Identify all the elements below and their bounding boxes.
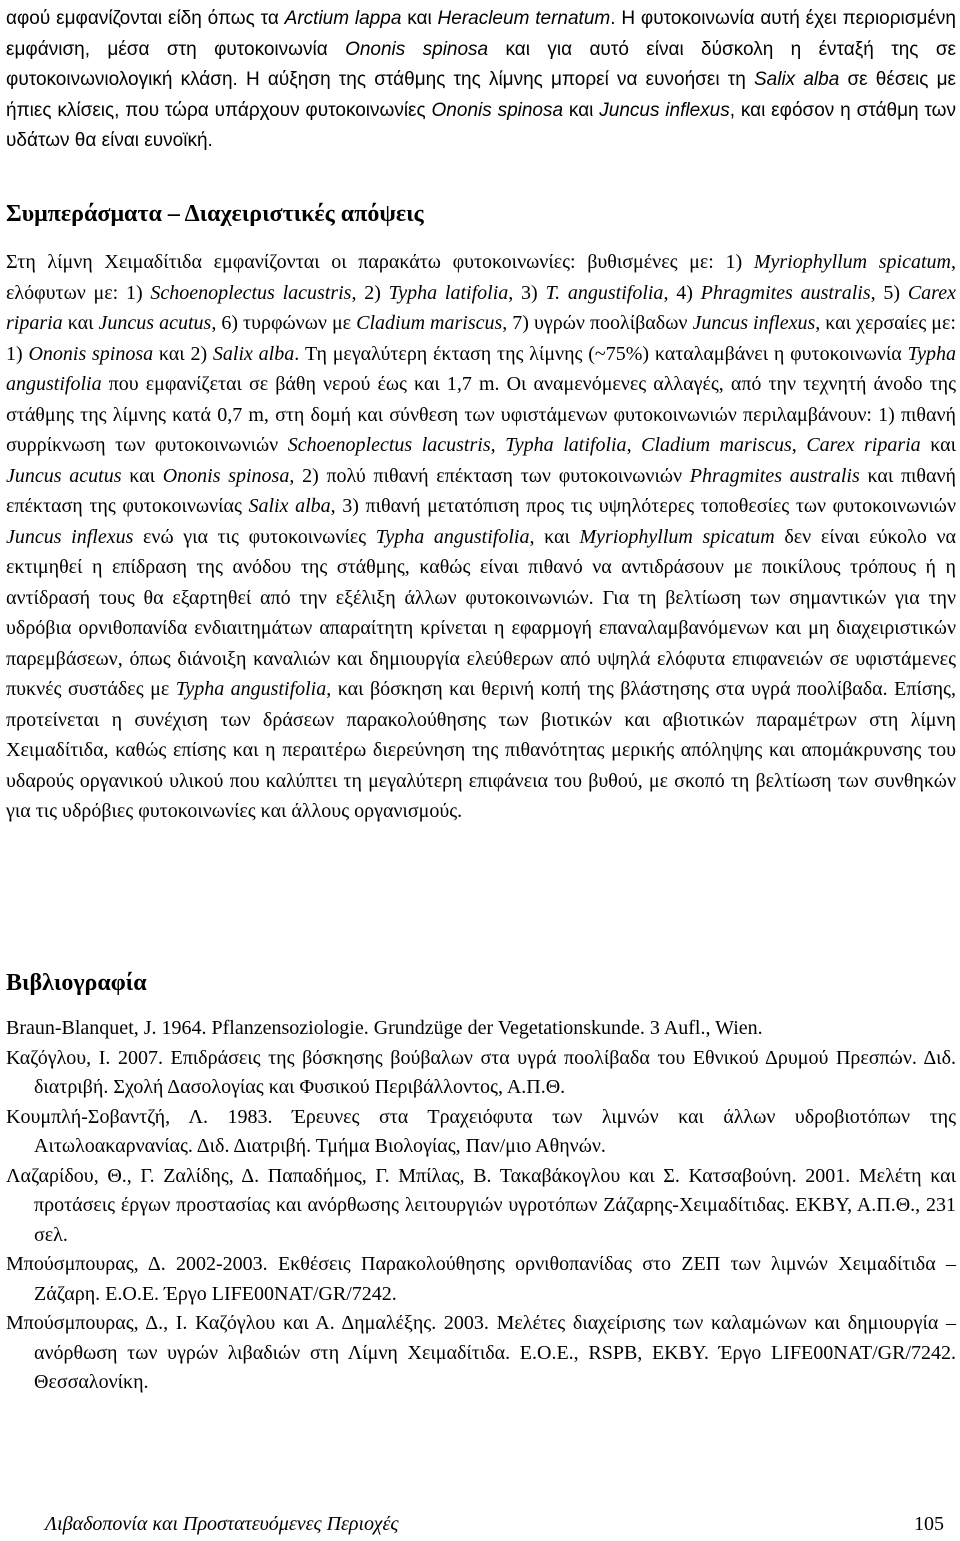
text-run: και για αυτό είναι δύσκολη η ένταξή της σε φυτοκοινωνιολογική κλάση. Η αύξηση της στάθμης της λίμνης μπορεί να ευνοήσει τη: [6, 38, 957, 90]
bibliography-entry: Braun-Blanquet, J. 1964. Pflanzensoziologie. Grundzüge der Vegetationskunde. 3 Aufl., Wien.: [6, 1017, 763, 1039]
text-run: , 4): [663, 281, 701, 304]
species-name: Juncus acutus: [98, 312, 212, 334]
species-name: Typha angustifolia: [375, 525, 530, 548]
species-name: Ononis spinosa: [162, 464, 290, 487]
text-run: και: [563, 99, 600, 121]
text-run: , 2) πολύ πιθανή επέκταση των φυτοκοινωνιών: [289, 464, 690, 487]
species-name: Schoenoplectus lacustris: [150, 281, 352, 304]
species-name: Typha angustifolia: [175, 678, 327, 700]
species-name: Cladium mariscus: [356, 312, 503, 334]
text-run: , 3): [508, 281, 546, 304]
text-run: . Τη μεγαλύτερη έκταση της λίμνης (~75%) καταλαμβάνει η φυτοκοινωνία: [294, 342, 908, 365]
text-run: που εμφανίζεται σε βάθη νερού έως και 1,7 m. Οι αναμενόμενες αλλαγές, από την τεχνητή άνοδο της στάθμης της λίμνης κατά 0,7 m, στη δομή και σύνθεση των υφιστάμενων φυτοκοινωνιών περιλαμβάνουν: 1) πιθανή συρρίκνωση των φυτοκοινωνιών: [6, 373, 956, 456]
text-run: , 3) πιθανή μετατόπιση προς τις υψηλότερες τοποθεσίες των φυτοκοινωνιών: [330, 495, 957, 517]
bibliography-list: [6, 1014, 956, 1398]
species-name: Salix alba: [754, 69, 840, 90]
species-name: Heracleum ternatum: [437, 8, 611, 29]
text-run: , και χερσαίες με: 1): [6, 312, 956, 365]
footer-title: Λιβαδοπονία και Προστατευόμενες Περιοχές: [45, 1513, 399, 1535]
species-name: Ononis spinosa: [431, 99, 564, 121]
species-name: Arctium lappa: [284, 8, 402, 29]
conclusions-paragraph: [6, 247, 956, 827]
page-number: 105: [914, 1513, 944, 1535]
species-name: Myriophyllum spicatum: [753, 251, 951, 273]
text-run: και πιθανή επέκταση της φυτοκοινωνίας: [6, 464, 956, 517]
bibliography-heading: Βιβλιογραφία: [6, 970, 147, 996]
text-run: και: [920, 434, 956, 456]
species-name: Phragmites australis: [700, 281, 871, 304]
bibliography-entry: Μπούσμπουρας, Δ. 2002-2003. Εκθέσεις Παρακολούθησης ορνιθοπανίδας στο ΖΕΠ των λιμνών Χειμαδίτιδα – Ζάζαρη. Ε.Ο.Ε. Έργο LIFE00NAT/GR/7242.: [6, 1253, 956, 1305]
species-name: Ononis spinosa: [28, 342, 154, 365]
text-run: Στη λίμνη Χειμαδίτιδα εμφανίζονται οι παρακάτω φυτοκοινωνίες: βυθισμένες με: 1): [6, 251, 754, 273]
text-run: , 5): [870, 281, 908, 304]
text-run: και: [62, 312, 99, 334]
text-run: και: [401, 8, 438, 29]
bibliography-entry: Καζόγλου, Ι. 2007. Επιδράσεις της βόσκησης βούβαλων στα υγρά ποολίβαδα του Εθνικού Δρυμού Πρεσπών. Διδ. διατριβή. Σχολή Δασολογίας και Φυσικού Περιβάλλοντος, Α.Π.Θ.: [6, 1046, 956, 1098]
text-run: , και: [529, 525, 580, 548]
text-run: δεν είναι εύκολο να εκτιμηθεί η επίδραση της ανόδου της στάθμης, καθώς είναι πιθανό να αντιδράσουν με ποικίλους τρόπους ή η αντίδρασή τους θα εξαρτηθεί από την εξέλιξη άλλων φυτοκοινωνιών. Για τη βελτίωση των σημαντικών για την υδρόβια ορνιθοπανίδα ενδιαιτημάτων απαραίτητη κρίνεται η εφαρμογή επαναλαμβανόμενων και μη διαχειριστικών παρεμβάσεων, όπως διάνοιξη καναλιών και δημιουργία ελεύθερων από υψηλά ελόφυτα επιφανειών σε υφιστάμενες πυκνές συστάδες με: [6, 525, 956, 700]
species-name: Cladium mariscus: [641, 434, 792, 456]
text-run: ,: [490, 434, 506, 456]
text-run: και 2): [153, 342, 213, 365]
text-run: . Η φυτοκοινωνία αυτή έχει περιορισμένη εμφάνιση, μέσα στη φυτοκοινωνία: [6, 8, 956, 60]
text-run: , και εφόσον η στάθμη των υδάτων θα είναι ευνοϊκή.: [6, 99, 957, 151]
species-name: Juncus inflexus: [692, 312, 816, 334]
text-run: ,: [626, 434, 642, 456]
species-name: T. angustifolia: [545, 281, 664, 304]
text-run: ,: [791, 434, 807, 456]
text-run: , 7) υγρών ποολίβαδων: [502, 312, 693, 334]
text-run: ενώ για τις φυτοκοινωνίες: [133, 525, 376, 548]
bibliography-entry: Μπούσμπουρας, Δ., Ι. Καζόγλου και Α. Δημαλέξης. 2003. Μελέτες διαχείρισης των καλαμώνων και δημιουργία – ανόρθωση των υγρών λιβαδιών στη Λίμνη Χειμαδίτιδα. Ε.Ο.Ε., RSPB, ΕΚΒΥ. Έργο LIFE00NAT/GR/7242. Θεσσαλονίκη.: [6, 1312, 956, 1393]
text-run: , 6) τυρφώνων με: [211, 312, 357, 334]
species-name: Carex riparia: [6, 281, 956, 334]
species-name: Phragmites australis: [689, 464, 860, 487]
species-name: Typha angustifolia: [6, 342, 957, 395]
species-name: Juncus acutus: [6, 464, 122, 487]
species-name: Juncus inflexus: [6, 525, 134, 548]
species-name: Typha latifolia: [388, 281, 509, 304]
conclusions-heading: Συμπεράσματα – Διαχειριστικές απόψεις: [6, 201, 424, 227]
species-name: Myriophyllum spicatum: [579, 525, 775, 548]
text-run: σε θέσεις με ήπιες κλίσεις, που τώρα υπάρχουν φυτοκοινωνίες: [6, 69, 957, 121]
bibliography-entry: Κουμπλή-Σοβαντζή, Λ. 1983. Έρευνες στα Τραχειόφυτα των λιμνών και άλλων υδροβιοτόπων της Αιτωλοακαρνανίας. Διδ. Διατριβή. Τμήμα Βιολογίας, Παν/μιο Αθηνών.: [6, 1105, 956, 1157]
intro-paragraph: [6, 4, 956, 157]
text-run: και: [121, 464, 163, 487]
text-run: , και βόσκηση και θερινή κοπή της βλάστησης στα υγρά ποολίβαδα. Επίσης, προτείνεται η συνέχιση των δράσεων παρακολούθησης των βιοτικών και αβιοτικών παραμέτρων στη λίμνη Χειμαδίτιδα, καθώς επίσης και η περαιτέρω διερεύνηση της πιθανότητας μερικής απόληψης και απομάκρυνσης του υδαρούς οργανικού υλικού που καλύπτει τη μεγαλύτερη επιφάνεια του βυθού, με σκοπό τη βελτίωση των συνθηκών για τις υδρόβιες φυτοκοινωνίες και άλλους οργανισμούς.: [6, 678, 956, 822]
species-name: Juncus inflexus: [599, 99, 730, 121]
text-run: , ελόφυτων με: 1): [6, 251, 956, 304]
species-name: Salix alba: [212, 342, 295, 365]
species-name: Carex riparia: [806, 434, 921, 456]
species-name: Schoenoplectus lacustris: [287, 434, 491, 456]
bibliography-entry: Λαζαρίδου, Θ., Γ. Ζαλίδης, Δ. Παπαδήμος, Γ. Μπίλας, Β. Τακαβάκογλου και Σ. Κατσαβούνη. 2001. Μελέτη και προτάσεις έργων προστασίας και ανόρθωσης λειτουργιών υγροτόπων Ζάζαρης-Χειμαδίτιδας. ΕΚΒΥ, Α.Π.Θ., 231 σελ.: [6, 1164, 956, 1246]
species-name: Salix alba: [248, 495, 331, 517]
species-name: Ononis spinosa: [345, 38, 489, 60]
text-run: , 2): [351, 281, 389, 304]
text-run: αφού εμφανίζονται είδη όπως τα: [6, 8, 285, 29]
species-name: Typha latifolia: [505, 434, 627, 456]
